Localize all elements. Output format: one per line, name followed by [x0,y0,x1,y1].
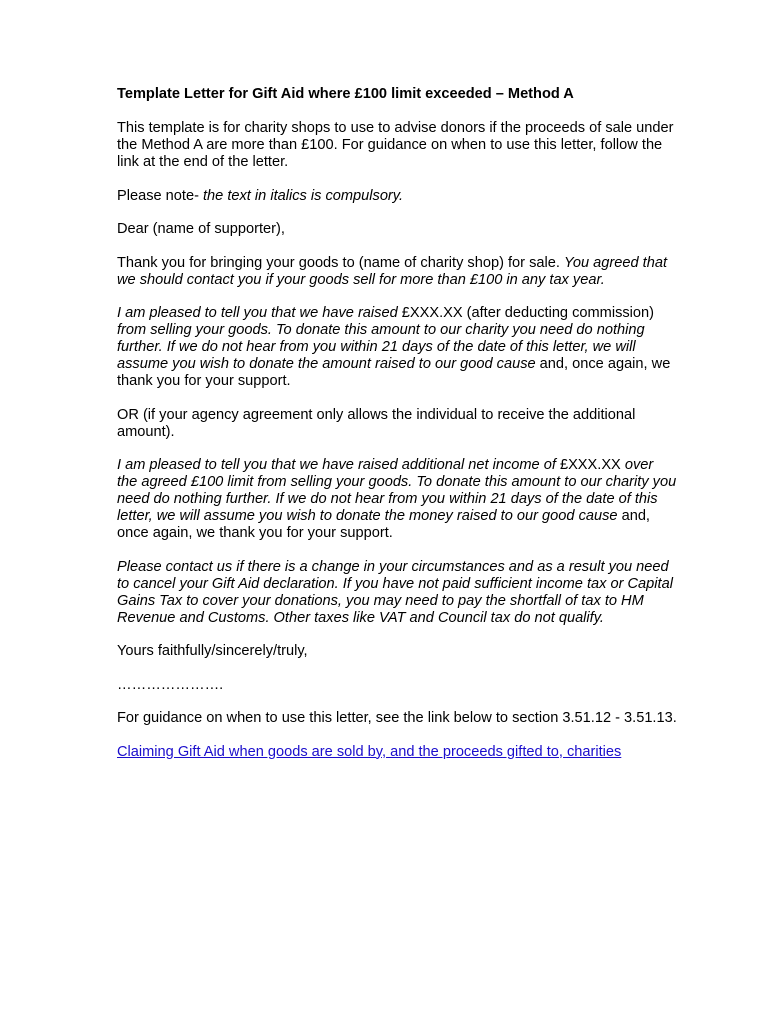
guidance-paragraph: For guidance on when to use this letter, see the link below to section 3.51.12 - 3.51.13. [117,710,677,726]
raised-paragraph [117,305,677,390]
additional-italic-a: I am pleased to tell you that we have raised additional net income of [117,457,560,473]
letter-document [117,86,677,777]
guidance-link[interactable]: Claiming Gift Aid when goods are sold by, and the proceeds gifted to, charities [117,743,622,760]
note-prefix: Please note- [117,187,203,204]
raised-plain-a: £XXX.XX (after deducting commission) [401,305,655,321]
additional-italic-b: over the agreed £100 limit from selling your goods. To donate this amount to our charity you need do nothing further. If we do not hear from you within 21 days of the date of this letter, we will assume you wish to donate the money raised to our good cause [117,457,677,524]
additional-plain-a: £XXX.XX [559,457,621,473]
raised-plain-b: and, once again, we thank you for your support. [117,356,671,389]
thanks-paragraph [117,255,677,289]
thanks-italic-text: You agreed that we should contact you if your goods sell for more than £100 in any tax year. [117,254,668,288]
note-paragraph [117,188,677,205]
additional-plain-b: and, once again, we thank you for your support. [117,508,650,541]
closing-line: Yours faithfully/sincerely/truly, [117,643,308,659]
raised-italic-a: I am pleased to tell you that we have raised [117,305,402,321]
thanks-plain-text: Thank you for bringing your goods to (name of charity shop) for sale. [117,254,564,271]
salutation: Dear (name of supporter), [117,221,285,237]
document-title: Template Letter for Gift Aid where £100 limit exceeded – Method A [117,86,574,102]
signature-placeholder: …………………. [117,676,224,693]
additional-paragraph [117,457,677,542]
contact-paragraph: Please contact us if there is a change in your circumstances and as a result you need to cancel your Gift Aid declaration. If you have not paid sufficient income tax or Capital Gains Tax to cover your donations, you may need to pay the shortfall of tax to HM Revenue and Customs. Other taxes like VAT and Council tax do not qualify. [117,558,673,626]
guidance-link-paragraph [117,744,677,761]
intro-paragraph: This template is for charity shops to use to advise donors if the proceeds of sale under the Method A are more than £100. For guidance on when to use this letter, follow the link at the end of the letter. [117,120,674,170]
or-paragraph: OR (if your agency agreement only allows the individual to receive the additional amount). [117,406,636,440]
note-italic-text: the text in italics is compulsory. [203,187,404,204]
raised-italic-b: from selling your goods. To donate this amount to our charity you need do nothing further. If we do not hear from you within 21 days of the date of this letter, we will assume you wish to donate the amount raised to our good cause [117,322,645,372]
